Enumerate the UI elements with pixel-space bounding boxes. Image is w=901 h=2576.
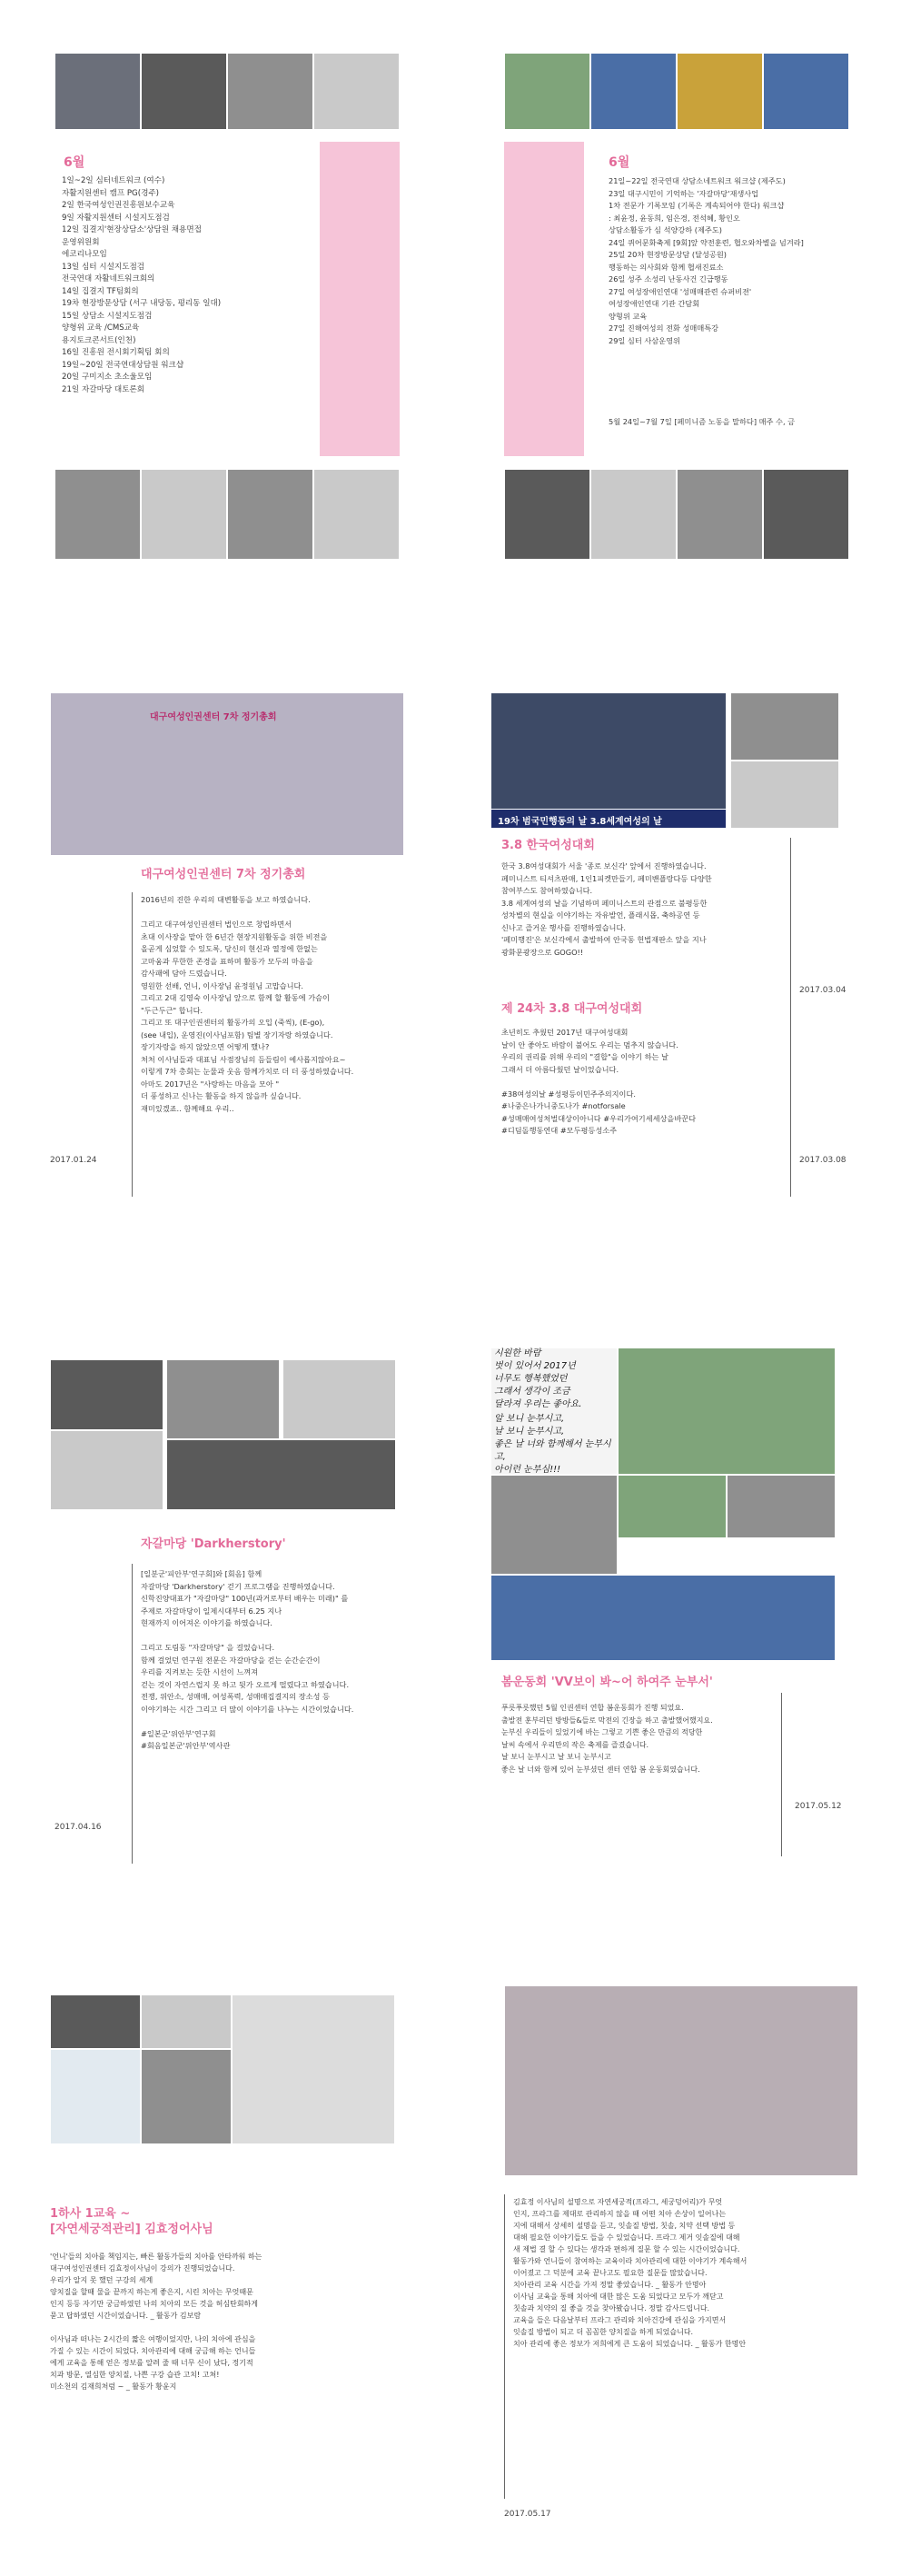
photo-banner-event bbox=[54, 53, 141, 130]
banner-text: 대구여성인권센터 7차 정기총회 bbox=[150, 712, 277, 722]
schedule-list: 21일~22일 전국연대 상담소네트워크 워크샵 (제주도) 23일 대구시민이 기억하는 '자갈마당'재생사업 1차 전문가 기록모임 (기록은 계속되어야 한다) 워크샵 : 최윤정, 윤동희, 임은경, 전석혜, 황인오 상담소활동가 심 석양강하 (제주도) 24일 퀴어문화축제 [9회]앞 약전훈련, 협오와차별을 넘겨라] 25일 20차 현장방문상담 (달성공원) 행동하는 의사회와 함께 협새진료소 26일 성주 소성리 난동사건 긴급행동 27일 여성장애인연대 '성매매관련 슈퍼비젼' 여성장애인연대 기관 간담회 양형위 교육 27일 진해여성의 전화 성매매특강 29일 심터 사삼운영위 bbox=[609, 176, 804, 345]
date-label: 2017.04.16 bbox=[54, 1823, 102, 1832]
photo-bottom-1 bbox=[504, 469, 590, 560]
pink-side-bar bbox=[504, 142, 584, 456]
photo-bottom-2 bbox=[590, 469, 677, 560]
dental-education-right-page bbox=[504, 1985, 867, 2521]
banner-text: 19차 범국민행동의 날 3.8세계여성의 날 bbox=[498, 817, 662, 827]
pink-side-bar bbox=[320, 142, 400, 456]
section-body: '언니'들의 치아를 책임지는, 빠른 활동가들의 치아를 안타까워 하는 대구여성인권센터 김효정이사님이 강의가 진행되었습니다. 우리가 알지 못 했던 구강의 세계 양치질을 할때 물을 끝까지 하는게 좋은지, 시린 치아는 무엇때문 인지 등등 자기만 궁금하였던 나의 치아의 모든 것을 허심탄회하게 묻고 답하였던 시간이었습니다. _ 활동가 김보람 이사님과 떠나는 2시간의 짧은 여행이었지만, 나의 치아에 관심을 가질 수 있는 시간이 되었다. 치아관리에 대해 궁금해 하는 언니들 에게 교육을 통해 얻은 정보를 알려 줄 때 너무 신이 났다, 정기적 치과 방문, 열심한 양치질, 나쁜 구강 습관 고치! 고쳐! 미소천의 김재희처럼 ~ _ 활동가 황윤지 bbox=[50, 2253, 262, 2391]
photo-walk-1 bbox=[166, 1359, 280, 1439]
photo-meeting-1 bbox=[141, 53, 227, 130]
photo-bottom-3 bbox=[227, 469, 313, 560]
schedule-footer: 5월 24일~7월 7일 [페미니즘 노동을 말하다] 매주 수, 금 bbox=[609, 417, 796, 426]
photo-walk-2 bbox=[282, 1359, 396, 1439]
date-label-1: 2017.03.04 bbox=[799, 986, 847, 995]
photo-field-2 bbox=[618, 1475, 727, 1538]
photo-street bbox=[50, 1430, 163, 1510]
date-label: 2017.05.12 bbox=[795, 1802, 842, 1811]
month-label: 6월 bbox=[64, 155, 85, 170]
photo-field-1 bbox=[618, 1348, 836, 1475]
date-label: 2017.05.17 bbox=[504, 2510, 551, 2519]
date-label-2: 2017.03.08 bbox=[799, 1156, 847, 1165]
general-meeting-page bbox=[50, 692, 409, 1201]
divider-line bbox=[504, 2194, 505, 2499]
section-body: 김효정 이사님의 설명으로 자연세궁적(프라그, 세궁덩어리)가 무엇 인지, 프라그를 제대로 관리하지 않을 때 어떤 치아 손상이 일어나는 지에 대해서 상세히 설명을 듣고, 잇솔질 방법, 칫솔, 치약 선택 방법 등 대해 필요한 이야기들도 들을 수 있었습니다. 프라그 제거 잇솔질에 대해 새 제법 결 할 수 있다는 생각과 편하게 질문 할 수 있는 시간이었습니다. 활동가와 언니들이 참여하는 교육이라 치아관리에 대한 이야기가 계속해서 이어졌고 그 덕분에 교육 끝나고도 필요한 질문들 많았습니다. 치아관리 교육 시간을 가져 정말 좋았습니다. _ 활동가 안명아 이사님 교육을 통해 치아에 대한 많은 도움 되었다고 모두가 깨닫고 칫솔과 치약의 질 좋을 것을 찾아봤습니다. 정말 감사드립니다. 교육을 들은 다음날부터 프라그 관리와 치아건강에 관심을 가지면서 잇솔질 방법이 되고 더 꼼꼼한 양치질을 하게 되었습니다. 치아 관리에 좋은 정보가 저희에게 큰 도움이 되었습니다. _ 활동가 한명안 bbox=[513, 2198, 748, 2348]
photo-festival-4 bbox=[763, 53, 849, 130]
divider-line bbox=[132, 1564, 133, 1864]
section-body-2: 초년히도 추웠던 2017년 대구여성대회 날이 안 좋아도 바람이 불어도 우리는 멈추지 않습니다. 우리의 권리를 위해 우리의 "결합"을 이야기 하는 날 그래서 더 아름다웠던 날이었습니다. #38여성의날 #성평등이민주주의지이다. #나중은나가니중도나가 #notforsale #성매매여성처벌대상이아니다 #우리가여기세세상을바꾼다 #디딤돌행동연대 #모두평등성소주 bbox=[501, 1028, 697, 1135]
schedule-page-right bbox=[504, 53, 867, 562]
photo-group-photo bbox=[504, 1985, 858, 2176]
handwriting-note-2: 알 보니 눈부시고, 날 보니 눈부시고, 좋은 날 너와 함께해서 눈부시고, 아이런 눈부심!!! bbox=[494, 1414, 611, 1475]
womens-day-page bbox=[490, 692, 863, 1201]
section-body-1: 한국 3.8여성대회가 서울 '종로 보신각' 앞에서 진행하였습니다. 페미니스트 티셔츠판매, 1인1피켓만들기, 페미밴플랑다등 다양한 참여부스도 참여하였습니다. 3.8 세계여성의 날을 기념하며 페미니스트의 관점으로 불평등한 성차별의 현실을 이야기하는 자유발언, 플래시몹, 축하공연 등 신나고 즐거운 행사를 진행하였습니다. '페미행진'은 보신각에서 출발하여 안국동 헌법재판소 앞을 지나 광화문광장으로 GOGO!! bbox=[501, 861, 712, 957]
photo-bottom-2 bbox=[141, 469, 227, 560]
section-body: 2016년의 진한 우리의 대변활동을 보고 하였습니다. 그리고 대구여성인권센터 법인으로 창립하면서 초대 이사장을 맡아 한 6년간 현장지원활동을 위한 비전을 올곧게 심었할 수 있도록, 당신의 현신과 열정에 한없는 고마움과 무한한 존경을 표하며 활동가 모두의 마음을 감사패에 담아 드렸습니다. 영원한 선배, 언니, 이사장님 윤정원님 고맙습니다. 그리고 2대 김영숙 이사장님 앞으로 함께 할 활동에 가슴이 "두근두근" 합니다. 그리고 또 대구인권센터의 활동가의 오입 (죽씩), (E-go), (see 내입), 운영진(이사님포함) 팀별 장기자랑 하였습니다. 장기자랑을 하지 않았으면 어떻게 했나? 처처 이사님들과 대표님 사점장님의 듬들림이 예사롭지않아요~ 이렇게 7차 총회는 눈물과 웃음 함께가치로 더 더 풍성하였습니다. 아마도 2017년은 "사랑하는 마음을 모아 " 더 풍성하고 신나는 활동을 하지 않을까 싶습니다. 재미있겠죠.. 함께해요 우리.. bbox=[141, 895, 354, 1113]
photo-class-2 bbox=[141, 1994, 232, 2049]
photo-festival-2 bbox=[590, 53, 677, 130]
photo-bottom-4 bbox=[763, 469, 849, 560]
section-body: 푸릇푸릇했던 5월 인권센터 연합 봄운동회가 진행 되었요. 출발전 훈부리던 방방들&들로 막전의 긴장을 하고 출발했어했지요. 눈부신 우리들이 있었기에 바는 그렇고 기쁜 좋은 만큼의 적당한 날씨 속에서 우리만의 작은 축제를 즐겼습니다. 날 보니 눈부시고 날 보니 눈부시고 좋은 날 너와 함께 있어 눈부셨던 센터 연합 봄 운동회였습니다. bbox=[501, 1704, 713, 1774]
section-title: 봄운동회 'VV보이 봐~어 하여주 눈부서' bbox=[501, 1676, 713, 1689]
schedule-list: 1일~2일 심터네트워크 (여수) 자활지원센터 캠프 PG(경주) 2일 한국여성인권진흥원보수교육 9일 자활지원센터 시설지도점검 12일 집결지'현장상담소'상담원 채용면접 운영위원회 에코리나모임 13일 심터 시설지도점검 전국연대 자활네트워크회의 14일 집결지 TF팀회의 19차 현장방문상담 (서구 내당동, 평리동 일대) 15일 상담소 시설지도점검 양형위 교육 /CMS교육 용지토크콘서트(인천) 16일 진흥원 전시회기획팀 회의 19일~20일 전국연대상담원 워크샵 20일 구미지소 초소울모임 21일 자갈마당 대토론회 bbox=[62, 176, 222, 394]
photo-festival-3 bbox=[677, 53, 763, 130]
date-label: 2017.01.24 bbox=[50, 1156, 97, 1165]
photo-people-1 bbox=[730, 692, 839, 761]
photo-class-1 bbox=[50, 1994, 141, 2049]
sports-day-page bbox=[490, 1348, 863, 1865]
section-title: 1하사 1교육 ~ [자연세궁적관리] 김효정어사님 bbox=[50, 2207, 213, 2236]
photo-meeting-2 bbox=[227, 53, 313, 130]
photo-bottom-3 bbox=[677, 469, 763, 560]
handwriting-note-1: 시원한 바람 벗이 있어서 2017년 너무도 행복했었던 그래서 생각이 조금 달라져 우리는 좋아요. bbox=[494, 1348, 582, 1409]
photo-lecture bbox=[50, 1359, 163, 1430]
section-title: 대구여성인권센터 7차 정기총회 bbox=[141, 868, 306, 881]
month-label: 6월 bbox=[609, 155, 630, 170]
darkherstory-page bbox=[50, 1359, 409, 1868]
photo-lecturer bbox=[232, 1994, 395, 2144]
photo-group bbox=[166, 1439, 396, 1510]
divider-line bbox=[790, 838, 791, 1197]
photo-toothbrush bbox=[50, 2049, 141, 2144]
section-body: [일분군'피안부'연구회]와 [회음] 함께 자갈마당 'Darkherstory' 걷기 프로그램을 진행하였습니다. 신학진양대표가 "자갈마당" 100년(과거로부터 배우는 미래)" 를 주제로 자갈마당이 일제시대부터 6.25 지나 현재까지 이어져온 이야기를 하였습니다. 그리고 도림동 "자갈마당" 을 걸었습니다. 함께 걸었던 연구원 전문은 자갈마당을 걷는 순간순간이 우리를 지켜보는 듯한 시선이 느껴져 걷는 것이 자연스럽지 못 하고 뒷가 오르게 떨렸다고 하였습니다. 전쟁, 위안소, 성매매, 여성폭력, 성매매집결지의 장소성 등 이야기하는 시간 그리고 더 많이 이야기를 나누는 시간이었습니다. #일본군'위안부'연구회 #회음일본군'위안부'역사관 bbox=[141, 1569, 354, 1750]
dental-education-left-page bbox=[50, 1994, 413, 2521]
photo-field-3 bbox=[727, 1475, 836, 1538]
photo-bottom-4 bbox=[313, 469, 400, 560]
photo-group-circle bbox=[490, 1575, 836, 1661]
photo-bottom-1 bbox=[54, 469, 141, 560]
photo-festival-1 bbox=[504, 53, 590, 130]
photo-food bbox=[490, 1475, 618, 1575]
photo-meeting-3 bbox=[313, 53, 400, 130]
section-title: 자갈마당 'Darkherstory' bbox=[141, 1537, 286, 1551]
divider-line bbox=[132, 892, 133, 1197]
photo-people-2 bbox=[730, 761, 839, 829]
section-title-2: 제 24차 3.8 대구여성대회 bbox=[501, 1002, 643, 1016]
photo-class-3 bbox=[141, 2049, 232, 2144]
schedule-page-left bbox=[54, 53, 418, 562]
section-title-1: 3.8 한국여성대회 bbox=[501, 839, 595, 852]
